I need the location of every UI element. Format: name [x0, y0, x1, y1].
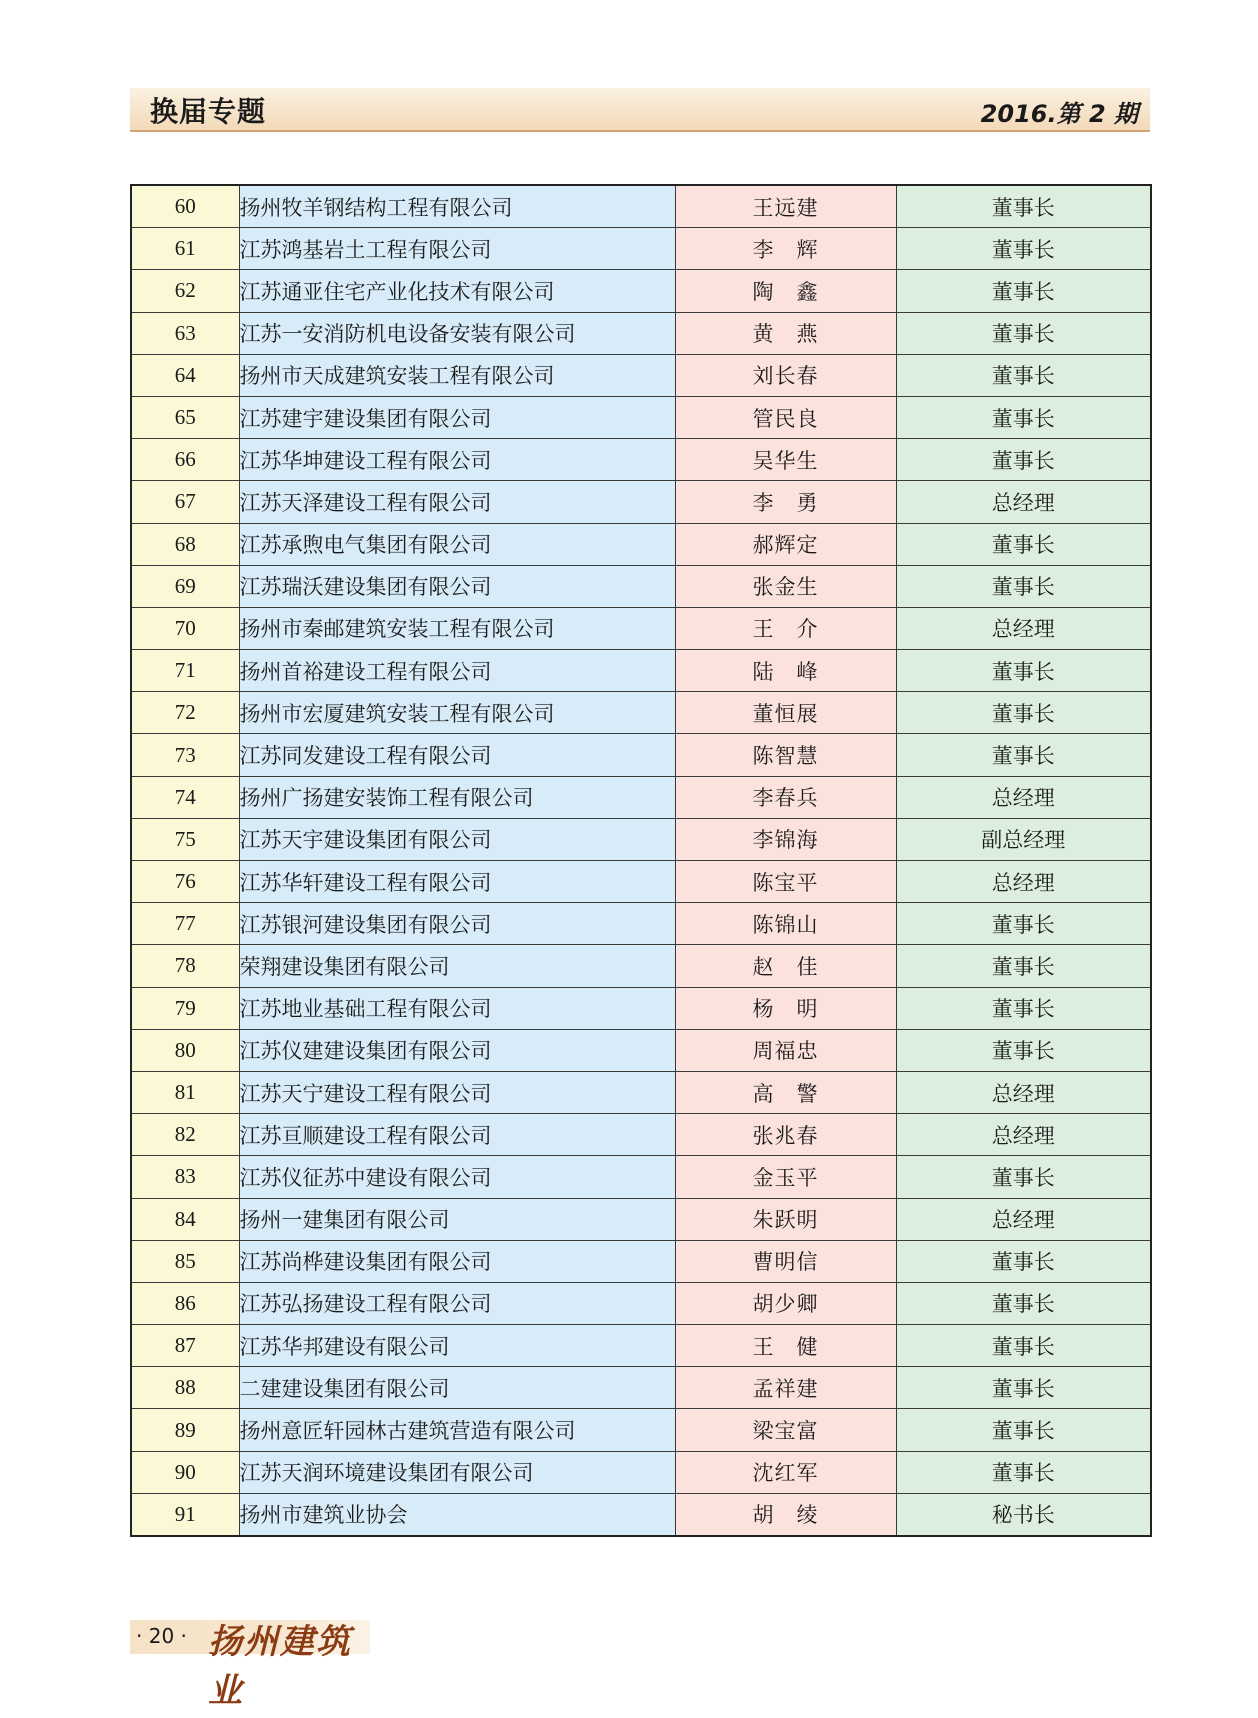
- company-name: 扬州广扬建安装饰工程有限公司: [239, 776, 675, 818]
- table-row: [131, 607, 1151, 649]
- person-name: 曹明信: [675, 1240, 896, 1282]
- person-name: 管民良: [675, 396, 896, 438]
- row-number: 90: [131, 1451, 239, 1493]
- table-row: [131, 1325, 1151, 1367]
- job-title: 总经理: [896, 1198, 1151, 1240]
- job-title: 董事长: [896, 1240, 1151, 1282]
- row-number: 78: [131, 945, 239, 987]
- person-name: 李锦海: [675, 818, 896, 860]
- job-title: 秘书长: [896, 1493, 1151, 1536]
- row-number: 83: [131, 1156, 239, 1198]
- table-row: [131, 734, 1151, 776]
- person-name: 梁宝富: [675, 1409, 896, 1451]
- row-number: 77: [131, 903, 239, 945]
- page-number: · 20 ·: [136, 1624, 187, 1648]
- table-row: [131, 1114, 1151, 1156]
- row-number: 63: [131, 312, 239, 354]
- job-title: 总经理: [896, 481, 1151, 523]
- job-title: 总经理: [896, 776, 1151, 818]
- member-table-body: [131, 185, 1151, 1536]
- section-title: 换届专题: [150, 95, 267, 128]
- job-title: 董事长: [896, 1409, 1151, 1451]
- table-row: [131, 650, 1151, 692]
- row-number: 87: [131, 1325, 239, 1367]
- row-number: 73: [131, 734, 239, 776]
- person-name: 张兆春: [675, 1114, 896, 1156]
- row-number: 60: [131, 185, 239, 228]
- company-name: 江苏一安消防机电设备安装有限公司: [239, 312, 675, 354]
- row-number: 75: [131, 818, 239, 860]
- company-name: 江苏华轩建设工程有限公司: [239, 861, 675, 903]
- job-title: 董事长: [896, 987, 1151, 1029]
- person-name: 杨 明: [675, 987, 896, 1029]
- job-title: 总经理: [896, 1114, 1151, 1156]
- row-number: 64: [131, 354, 239, 396]
- row-number: 71: [131, 650, 239, 692]
- person-name: 刘长春: [675, 354, 896, 396]
- person-name: 郝辉定: [675, 523, 896, 565]
- person-name: 高 警: [675, 1071, 896, 1113]
- table-row: [131, 818, 1151, 860]
- company-name: 扬州首裕建设工程有限公司: [239, 650, 675, 692]
- table-row: [131, 1240, 1151, 1282]
- row-number: 67: [131, 481, 239, 523]
- job-title: 董事长: [896, 270, 1151, 312]
- company-name: 扬州市宏厦建筑安装工程有限公司: [239, 692, 675, 734]
- company-name: 扬州意匠轩园林古建筑营造有限公司: [239, 1409, 675, 1451]
- company-name: 江苏通亚住宅产业化技术有限公司: [239, 270, 675, 312]
- company-name: 扬州一建集团有限公司: [239, 1198, 675, 1240]
- table-row: [131, 945, 1151, 987]
- person-name: 李春兵: [675, 776, 896, 818]
- person-name: 王 介: [675, 607, 896, 649]
- job-title: 董事长: [896, 650, 1151, 692]
- member-table: [130, 184, 1152, 1537]
- table-row: [131, 228, 1151, 270]
- company-name: 二建建设集团有限公司: [239, 1367, 675, 1409]
- row-number: 72: [131, 692, 239, 734]
- job-title: 董事长: [896, 945, 1151, 987]
- person-name: 朱跃明: [675, 1198, 896, 1240]
- person-name: 胡少卿: [675, 1282, 896, 1324]
- job-title: 董事长: [896, 396, 1151, 438]
- table-row: [131, 396, 1151, 438]
- company-name: 江苏瑞沃建设集团有限公司: [239, 565, 675, 607]
- job-title: 董事长: [896, 1325, 1151, 1367]
- job-title: 董事长: [896, 312, 1151, 354]
- job-title: 总经理: [896, 1071, 1151, 1113]
- person-name: 陶 鑫: [675, 270, 896, 312]
- row-number: 62: [131, 270, 239, 312]
- row-number: 84: [131, 1198, 239, 1240]
- table-row: [131, 270, 1151, 312]
- person-name: 张金生: [675, 565, 896, 607]
- person-name: 陈宝平: [675, 861, 896, 903]
- company-name: 江苏仪征苏中建设有限公司: [239, 1156, 675, 1198]
- company-name: 江苏仪建建设集团有限公司: [239, 1029, 675, 1071]
- table-row: [131, 987, 1151, 1029]
- row-number: 85: [131, 1240, 239, 1282]
- row-number: 70: [131, 607, 239, 649]
- table-row: [131, 903, 1151, 945]
- table-row: [131, 1282, 1151, 1324]
- job-title: 董事长: [896, 228, 1151, 270]
- person-name: 赵 佳: [675, 945, 896, 987]
- table-row: [131, 1451, 1151, 1493]
- table-row: [131, 523, 1151, 565]
- company-name: 江苏天泽建设工程有限公司: [239, 481, 675, 523]
- row-number: 65: [131, 396, 239, 438]
- company-name: 江苏弘扬建设工程有限公司: [239, 1282, 675, 1324]
- person-name: 金玉平: [675, 1156, 896, 1198]
- row-number: 69: [131, 565, 239, 607]
- row-number: 89: [131, 1409, 239, 1451]
- person-name: 李 辉: [675, 228, 896, 270]
- company-name: 扬州市秦邮建筑安装工程有限公司: [239, 607, 675, 649]
- row-number: 66: [131, 439, 239, 481]
- person-name: 胡 绫: [675, 1493, 896, 1536]
- job-title: 董事长: [896, 1156, 1151, 1198]
- row-number: 68: [131, 523, 239, 565]
- page-footer: [130, 1620, 370, 1711]
- issue-label: 2016.第 2 期: [980, 100, 1138, 128]
- table-row: [131, 776, 1151, 818]
- person-name: 黄 燕: [675, 312, 896, 354]
- job-title: 副总经理: [896, 818, 1151, 860]
- company-name: 扬州市建筑业协会: [239, 1493, 675, 1536]
- person-name: 陈智慧: [675, 734, 896, 776]
- table-row: [131, 1071, 1151, 1113]
- company-name: 江苏天宇建设集团有限公司: [239, 818, 675, 860]
- person-name: 王 健: [675, 1325, 896, 1367]
- job-title: 董事长: [896, 1367, 1151, 1409]
- row-number: 88: [131, 1367, 239, 1409]
- job-title: 董事长: [896, 185, 1151, 228]
- table-row: [131, 1409, 1151, 1451]
- person-name: 孟祥建: [675, 1367, 896, 1409]
- company-name: 扬州牧羊钢结构工程有限公司: [239, 185, 675, 228]
- row-number: 82: [131, 1114, 239, 1156]
- company-name: 江苏同发建设工程有限公司: [239, 734, 675, 776]
- company-name: 江苏尚桦建设集团有限公司: [239, 1240, 675, 1282]
- table-row: [131, 312, 1151, 354]
- table-row: [131, 185, 1151, 228]
- person-name: 陈锦山: [675, 903, 896, 945]
- row-number: 91: [131, 1493, 239, 1536]
- job-title: 董事长: [896, 354, 1151, 396]
- table-row: [131, 565, 1151, 607]
- table-row: [131, 1156, 1151, 1198]
- person-name: 周福忠: [675, 1029, 896, 1071]
- table-row: [131, 1493, 1151, 1536]
- company-name: 荣翔建设集团有限公司: [239, 945, 675, 987]
- company-name: 江苏华邦建设有限公司: [239, 1325, 675, 1367]
- table-row: [131, 354, 1151, 396]
- company-name: 江苏地业基础工程有限公司: [239, 987, 675, 1029]
- company-name: 江苏天润环境建设集团有限公司: [239, 1451, 675, 1493]
- person-name: 王远建: [675, 185, 896, 228]
- job-title: 总经理: [896, 861, 1151, 903]
- job-title: 董事长: [896, 903, 1151, 945]
- person-name: 董恒展: [675, 692, 896, 734]
- job-title: 董事长: [896, 523, 1151, 565]
- row-number: 81: [131, 1071, 239, 1113]
- job-title: 总经理: [896, 607, 1151, 649]
- company-name: 江苏建宇建设集团有限公司: [239, 396, 675, 438]
- company-name: 江苏承煦电气集团有限公司: [239, 523, 675, 565]
- company-name: 江苏亘顺建设工程有限公司: [239, 1114, 675, 1156]
- job-title: 董事长: [896, 734, 1151, 776]
- person-name: 吴华生: [675, 439, 896, 481]
- job-title: 董事长: [896, 1282, 1151, 1324]
- company-name: 江苏天宁建设工程有限公司: [239, 1071, 675, 1113]
- row-number: 79: [131, 987, 239, 1029]
- person-name: 沈红军: [675, 1451, 896, 1493]
- company-name: 扬州市天成建筑安装工程有限公司: [239, 354, 675, 396]
- row-number: 76: [131, 861, 239, 903]
- row-number: 61: [131, 228, 239, 270]
- row-number: 74: [131, 776, 239, 818]
- job-title: 董事长: [896, 439, 1151, 481]
- job-title: 董事长: [896, 1029, 1151, 1071]
- page-header: [130, 88, 1150, 132]
- table-row: [131, 1029, 1151, 1071]
- person-name: 陆 峰: [675, 650, 896, 692]
- job-title: 董事长: [896, 692, 1151, 734]
- company-name: 江苏鸿基岩土工程有限公司: [239, 228, 675, 270]
- table-row: [131, 1367, 1151, 1409]
- table-row: [131, 692, 1151, 734]
- job-title: 董事长: [896, 565, 1151, 607]
- table-row: [131, 1198, 1151, 1240]
- job-title: 董事长: [896, 1451, 1151, 1493]
- table-row: [131, 861, 1151, 903]
- company-name: 江苏华坤建设工程有限公司: [239, 439, 675, 481]
- table-row: [131, 481, 1151, 523]
- row-number: 86: [131, 1282, 239, 1324]
- person-name: 李 勇: [675, 481, 896, 523]
- company-name: 江苏银河建设集团有限公司: [239, 903, 675, 945]
- magazine-logo: 扬州建筑业: [208, 1622, 352, 1711]
- table-row: [131, 439, 1151, 481]
- row-number: 80: [131, 1029, 239, 1071]
